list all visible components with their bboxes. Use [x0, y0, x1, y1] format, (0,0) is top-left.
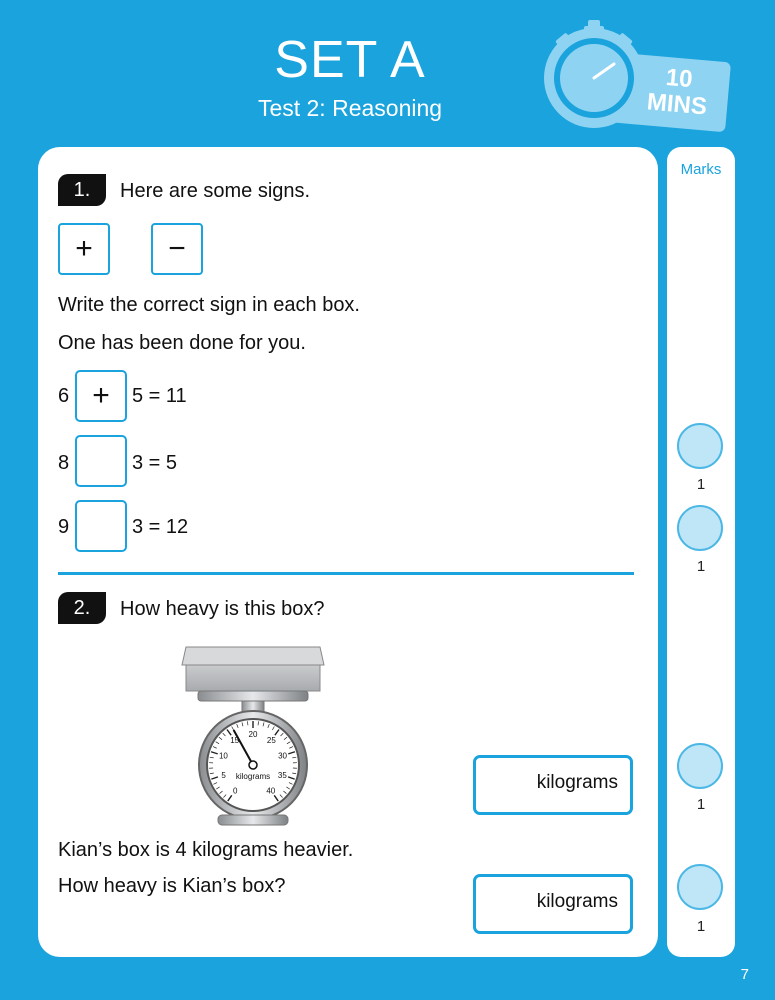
timer-badge: [538, 20, 738, 140]
set-title: SET A: [274, 31, 426, 89]
marks-heading: Marks: [680, 161, 722, 178]
scale-tick-label: 35: [277, 770, 287, 780]
timer-label: [631, 62, 725, 122]
mark-circle-3: [677, 743, 723, 789]
minus-sign-box: −: [151, 223, 203, 275]
question-1-text: Here are some signs.: [120, 180, 311, 202]
scale-tick-label: 20: [248, 730, 258, 739]
equation-3-box[interactable]: [75, 500, 127, 552]
marks-column: [667, 147, 735, 957]
equation-1-box: +: [75, 370, 127, 422]
answer-box-1[interactable]: kilograms: [473, 755, 633, 815]
answer-box-2[interactable]: kilograms: [473, 874, 633, 934]
mark-circle-1: [677, 423, 723, 469]
scale-needle-pivot: [249, 761, 257, 769]
scale-tick-label: 30: [278, 751, 288, 761]
equation-2-box[interactable]: [75, 435, 127, 487]
scale-tick-label: 10: [218, 751, 228, 761]
section-divider: [58, 572, 634, 575]
equation-1-left: 6: [58, 385, 70, 407]
mark-value-4: 1: [696, 918, 706, 935]
scale-tick-label: 0: [232, 786, 238, 796]
instruction-example: One has been done for you.: [58, 332, 306, 354]
instruction-write-sign: Write the correct sign in each box.: [58, 294, 360, 316]
plus-sign-box: +: [58, 223, 110, 275]
scale-tick-label: 40: [266, 786, 276, 796]
equation-2-left: 8: [58, 452, 70, 474]
timer-number: 10: [664, 63, 694, 94]
question-2-text: How heavy is this box?: [120, 598, 325, 620]
question-card: [38, 147, 658, 957]
mark-value-1: 1: [696, 476, 706, 493]
follow-up-question: How heavy is Kian’s box?: [58, 875, 286, 897]
test-subtitle: Test 2: Reasoning: [257, 95, 443, 121]
weighing-scale-image: [178, 637, 328, 827]
timer-unit: MINS: [645, 88, 708, 121]
scale-tick-label: 5: [221, 770, 226, 780]
scale-tick-label: 15: [230, 736, 240, 746]
follow-up-statement: Kian’s box is 4 kilograms heavier.: [58, 839, 354, 861]
equation-1-right: 5 = 11: [132, 385, 187, 407]
equation-3-left: 9: [58, 516, 70, 538]
question-1-number: 1.: [58, 174, 106, 206]
scale-unit-label: kilograms: [235, 772, 271, 781]
mark-value-2: 1: [696, 558, 706, 575]
question-2-number: 2.: [58, 592, 106, 624]
scale-tick-label: 25: [266, 736, 276, 746]
mark-circle-4: [677, 864, 723, 910]
equation-3-right: 3 = 12: [132, 516, 189, 538]
mark-circle-2: [677, 505, 723, 551]
mark-value-3: 1: [696, 796, 706, 813]
equation-2-right: 3 = 5: [132, 452, 178, 474]
page-number: 7: [740, 966, 749, 983]
